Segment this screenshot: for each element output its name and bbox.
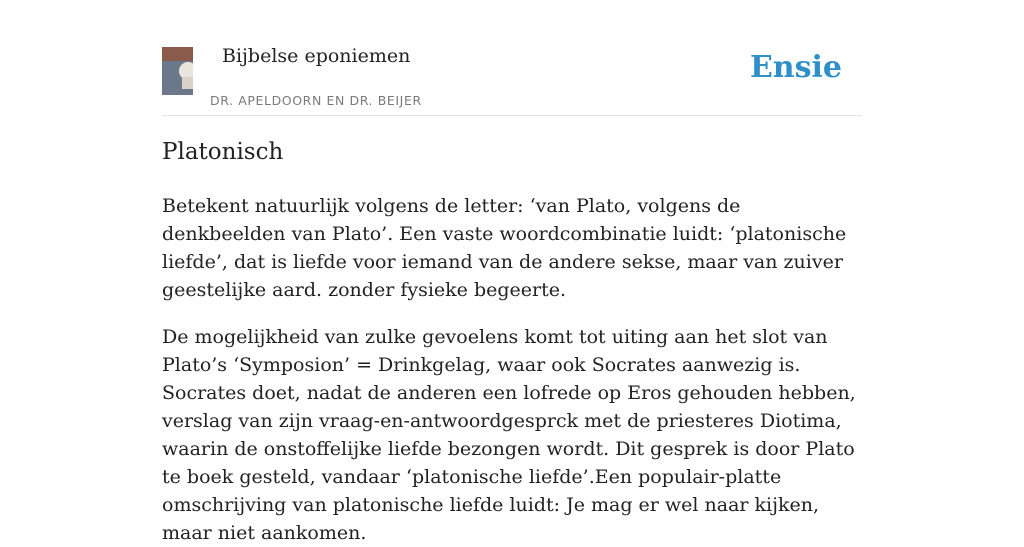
book-authors[interactable]: DR. APELDOORN EN DR. BEIJER (210, 93, 422, 108)
page (162, 0, 862, 544)
book-title[interactable]: Bijbelse eponiemen (222, 45, 411, 67)
header (162, 0, 862, 116)
book-cover-avatar[interactable] (162, 47, 210, 95)
article-title: Platonisch (162, 139, 284, 165)
book-cover-image (162, 47, 210, 95)
article-paragraph-2: De mogelijkheid van zulke gevoelens komt tot uiting aan het slot van Plato’s ‘Symposion’ = Drinkgelag, waar ook Socrates aanwezig is. Socrates doet, nadat de anderen een lofrede op Eros gehouden hebben, verslag van zijn vraag-en-antwoordgesprck met de priesteres Diotima, waarin de onstoffelijke liefde bezongen wordt. Dit gesprek is door Plato te boek gesteld, vandaar ‘platonische liefde’.Een populair-platte omschrijving van platonische liefde luidt: Je mag er wel naar kijken, maar niet aankomen. (162, 326, 856, 544)
ensie-logo[interactable]: Ensie (749, 50, 842, 85)
article-paragraph-1: Betekent natuurlijk volgens de letter: ‘van Plato, volgens de denkbeelden van Plato’. Een vaste woordcombinatie luidt: ‘platonische liefde’, dat is liefde voor iemand van de andere sekse, maar van zuiver geestelijke aard. zonder fysieke begeerte. (162, 195, 847, 301)
